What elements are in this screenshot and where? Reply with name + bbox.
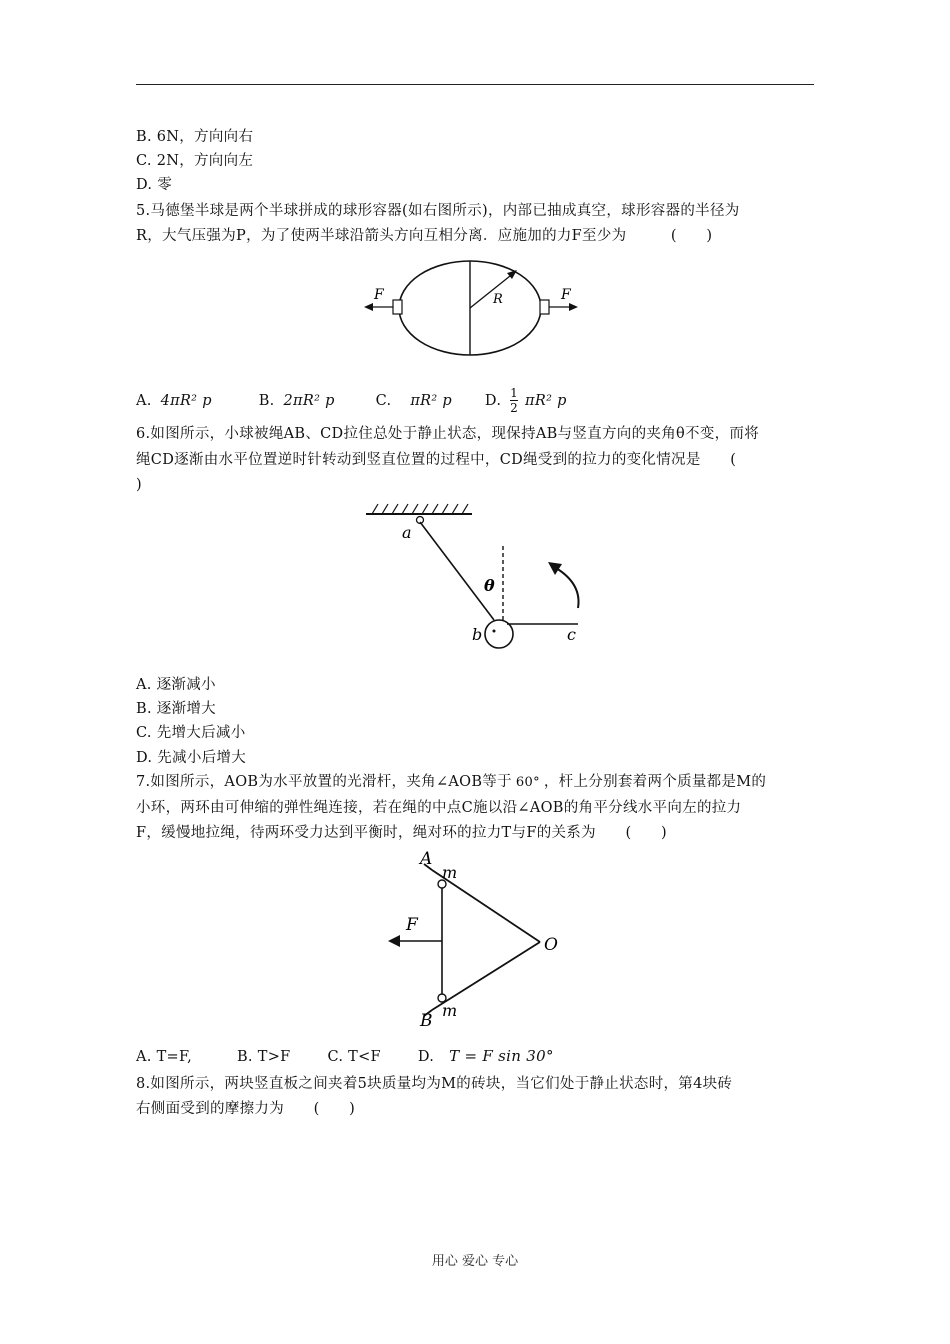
- mass-top-label: m: [442, 863, 458, 882]
- q5-option-c-formula: πR² p: [410, 392, 452, 409]
- q6-option-a: A. 逐渐减小: [136, 677, 216, 693]
- point-c-label: c: [567, 625, 576, 644]
- q5-option-b-formula: 2πR² p: [283, 392, 335, 409]
- ball-ropes-figure: [360, 498, 600, 658]
- q4-option-b: B. 6N，方向向右: [136, 129, 254, 145]
- force-right-label: F: [561, 287, 571, 303]
- q8-stem-line2: 右侧面受到的摩擦力为 ( ): [136, 1101, 356, 1117]
- q7-angle-value: 60°: [515, 775, 540, 790]
- q7-stem-line1: [136, 772, 816, 793]
- q4-option-c: C. 2N，方向向左: [136, 153, 254, 169]
- page-footer: 用心 爱心 专心: [431, 1254, 519, 1269]
- q8-stem-line1: 8.如图所示，两块竖直板之间夹着5块质量均为M的砖块，当它们处于静止状态时，第4块砖: [136, 1076, 733, 1092]
- q5-option-a-formula: 4πR² p: [160, 392, 212, 409]
- q5-option-b-label: B.: [258, 392, 275, 409]
- q7-options: [136, 1046, 816, 1067]
- fraction-numerator: 1: [510, 386, 519, 400]
- q6-stem-line3: ): [136, 477, 142, 493]
- q6-option-b: B. 逐渐增大: [136, 701, 216, 717]
- q5-stem-line1: 5.马德堡半球是两个半球拼成的球形容器(如右图所示)，内部已抽成真空，球形容器的半径为: [136, 203, 740, 219]
- header-rule: [136, 84, 814, 85]
- q7-option-d-formula: T = F sin 30°: [449, 1047, 554, 1065]
- mass-bottom-label: m: [442, 1001, 458, 1020]
- q5-option-d-label: D.: [484, 392, 502, 409]
- radius-label: R: [493, 292, 503, 307]
- q7-stem-line3: F，缓慢地拉绳，待两环受力达到平衡时，绳对环的拉力T与F的关系为 ( ): [136, 825, 668, 841]
- fraction-denominator: 2: [510, 401, 519, 415]
- q7-option-c: C. T<F: [327, 1049, 381, 1065]
- q6-option-c: C. 先增大后减小: [136, 725, 246, 741]
- q5-options: [136, 386, 816, 426]
- q7-stem-part2: ，杆上分别套着两个质量都是M的: [543, 774, 767, 790]
- q7-stem-part1: 7.如图所示，AOB为水平放置的光滑杆，夹角∠AOB等于: [136, 774, 512, 790]
- q7-stem-line2: 小环，两环由可伸缩的弹性绳连接，若在绳的中点C施以沿∠AOB的角平分线水平向左的拉力: [136, 800, 742, 816]
- rod-rings-figure: [380, 848, 580, 1030]
- q4-option-d: D. 零: [136, 177, 173, 193]
- q5-option-d-fraction: [510, 386, 518, 415]
- q5-stem-line2: R，大气压强为P，为了使两半球沿箭头方向互相分离．应施加的力F至少为 ( ): [136, 228, 713, 244]
- q7-option-b: B. T>F: [236, 1049, 291, 1065]
- q6-option-d: D. 先减小后增大: [136, 750, 247, 766]
- q5-option-a-label: A.: [136, 392, 152, 409]
- point-b-label: B: [420, 1011, 433, 1030]
- q7-option-d-label: D.: [417, 1049, 435, 1065]
- q6-stem-line1: 6.如图所示，小球被绳AB、CD拉住总处于静止状态，现保持AB与竖直方向的夹角θ不变，而将: [136, 426, 760, 442]
- q5-option-c-label: C.: [375, 392, 392, 409]
- q6-stem-line2: 绳CD逐渐由水平位置逆时针转动到竖直位置的过程中，CD绳受到的拉力的变化情况是 (: [136, 452, 737, 468]
- point-a-label: a: [402, 523, 412, 542]
- force-left-label: F: [374, 287, 384, 303]
- point-b-label: b: [472, 625, 483, 644]
- q7-option-a: A. T=F,: [136, 1049, 193, 1065]
- theta-label: θ: [484, 576, 495, 595]
- point-o-label: O: [544, 935, 558, 955]
- q5-option-d-formula: πR² p: [525, 392, 567, 409]
- magdeburg-hemispheres-figure: [360, 258, 590, 362]
- force-f-label: F: [406, 915, 418, 935]
- point-a-label: A: [420, 849, 433, 869]
